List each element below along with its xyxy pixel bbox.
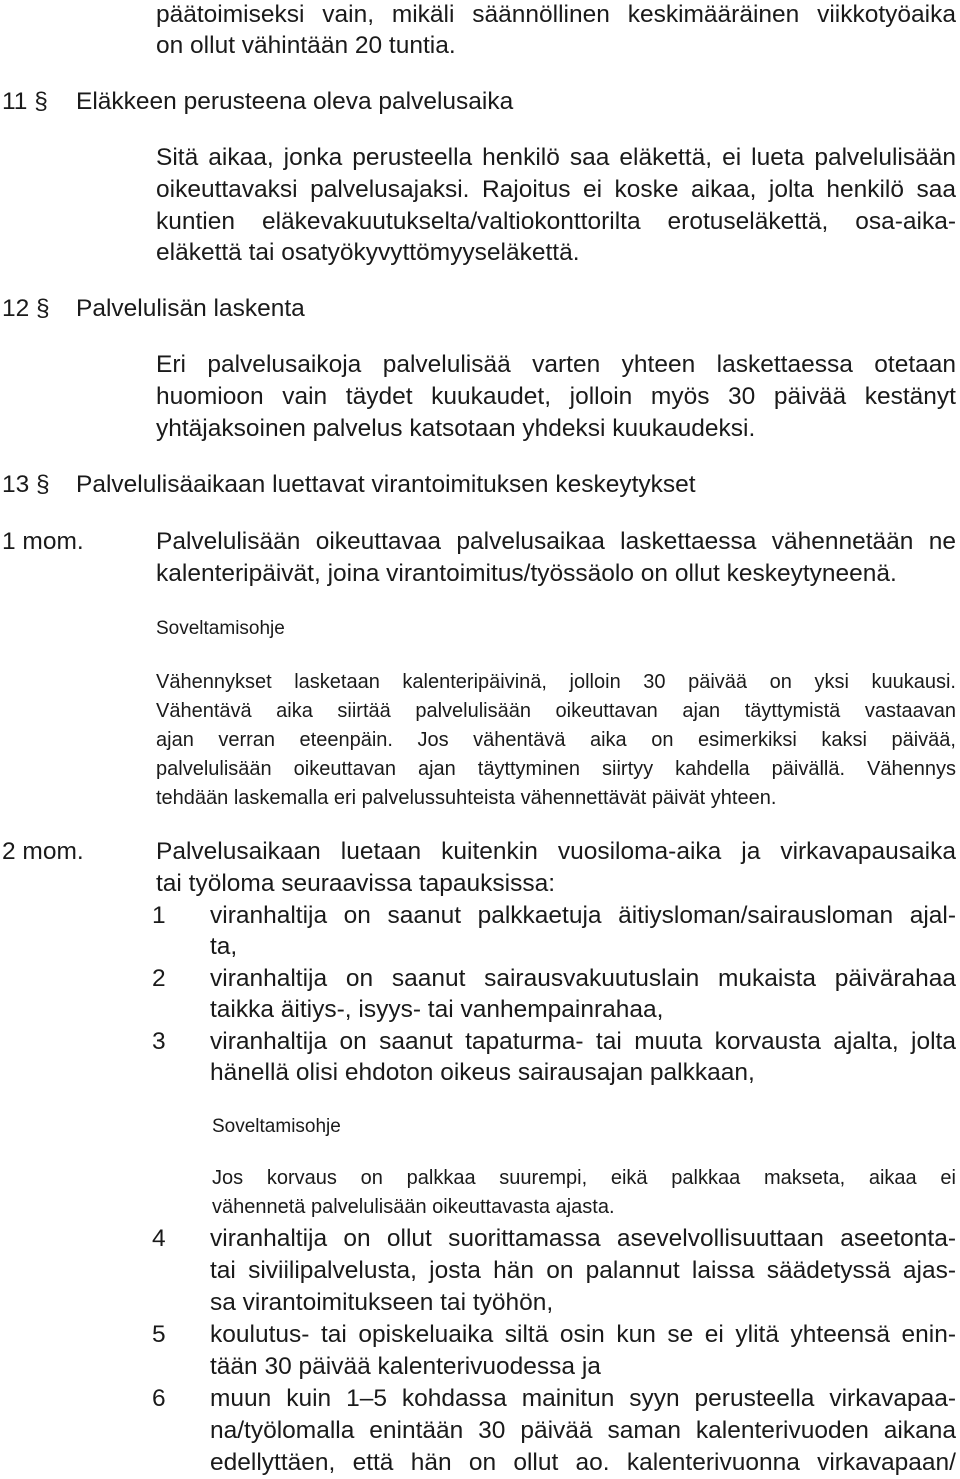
list-item-number: 1	[152, 902, 166, 929]
list-item-number: 5	[152, 1321, 166, 1348]
guide-line: Jos korvaus on palkkaa suurempi, eikä palkkaa makseta, aikaa ei	[212, 1167, 956, 1189]
list-item-line: na/työlomalla enintään 30 päivää saman kalenterivuoden aikana	[210, 1417, 956, 1444]
list-item-line: viranhaltija on saanut tapaturma- tai muuta korvausta ajalta, jolta	[210, 1028, 956, 1055]
list-item-line: viranhaltija on saanut sairausvakuutuslain mukaista päivärahaa	[210, 965, 956, 992]
body-line: oikeuttavaksi palvelusajaksi. Rajoitus ei koske aikaa, jolta henkilö saa	[156, 176, 956, 203]
intro-line: on ollut vähintään 20 tuntia.	[156, 32, 456, 59]
body-line: kuntien eläkevakuutukselta/valtiokonttorilta erotuseläkettä, osa-aika-	[156, 208, 956, 235]
list-item-line: muun kuin 1–5 kohdassa mainitun syyn perusteella virkavapaa-	[210, 1385, 956, 1412]
body-line: eläkettä tai osatyökyvyttömyyseläkettä.	[156, 239, 580, 266]
list-item-number: 3	[152, 1028, 166, 1055]
list-item-line: tään 30 päivää kalenterivuodessa ja	[210, 1353, 601, 1380]
moment-label: 1 mom.	[2, 528, 84, 555]
body-line: Sitä aikaa, jonka perusteella henkilö saa eläkettä, ei lueta palvelulisään	[156, 144, 956, 171]
section-number: 12 §	[2, 295, 50, 322]
guide-title: Soveltamisohje	[156, 618, 285, 639]
list-item-line: edellyttäen, että hän on ollut ao. kalenterivuonna virkavapaan/	[210, 1449, 956, 1476]
list-item-number: 6	[152, 1385, 166, 1412]
guide-line: Vähentävä aika siirtää palvelulisään oikeuttavan ajan täyttymistä vastaavan	[156, 700, 956, 722]
section-heading: Eläkkeen perusteena oleva palvelusaika	[76, 88, 514, 115]
body-line: Eri palvelusaikoja palvelulisää varten yhteen laskettaessa otetaan	[156, 351, 956, 378]
guide-line: vähennetä palvelulisään oikeuttavasta ajasta.	[212, 1196, 615, 1218]
list-item-line: sa virantoimitukseen tai työhön,	[210, 1289, 554, 1316]
body-line: tai työloma seuraavissa tapauksissa:	[156, 870, 555, 897]
list-item-line: koulutus- tai opiskeluaika siltä osin kun se ei ylitä yhteensä enin-	[210, 1321, 956, 1348]
guide-line: tehdään laskemalla eri palvelussuhteista vähennettävät päivät yhteen.	[156, 787, 777, 809]
list-item-line: hänellä olisi ehdoton oikeus sairausajan palkkaan,	[210, 1059, 755, 1086]
intro-line: päätoimiseksi vain, mikäli säännöllinen keskimääräinen viikkotyöaika	[156, 1, 956, 28]
body-line: Palvelulisään oikeuttavaa palvelusaikaa laskettaessa vähennetään ne	[156, 528, 956, 555]
list-item-line: viranhaltija on saanut palkkaetuja äitiysloman/sairausloman ajal-	[210, 902, 956, 929]
list-item-number: 4	[152, 1225, 166, 1252]
section-heading: Palvelulisän laskenta	[76, 295, 305, 322]
guide-line: ajan verran eteenpäin. Jos vähentävä aika on esimerkiksi kaksi päivää,	[156, 729, 956, 751]
body-line: yhtäjaksoinen palvelus katsotaan yhdeksi kuukaudeksi.	[156, 415, 756, 442]
guide-line: Vähennykset lasketaan kalenteripäivinä, jolloin 30 päivää on yksi kuukausi.	[156, 671, 956, 693]
body-line: Palvelusaikaan luetaan kuitenkin vuosiloma-aika ja virkavapausaika	[156, 838, 956, 865]
list-item-line: ta,	[210, 933, 238, 960]
list-item-line: taikka äitiys-, isyys- tai vanhempainrahaa,	[210, 996, 664, 1023]
guide-title: Soveltamisohje	[212, 1116, 341, 1137]
body-line: kalenteripäivät, joina virantoimitus/työssäolo on ollut keskeytyneenä.	[156, 560, 897, 587]
moment-label: 2 mom.	[2, 838, 84, 865]
list-item-number: 2	[152, 965, 166, 992]
section-heading: Palvelulisäaikaan luettavat virantoimituksen keskeytykset	[76, 471, 696, 498]
guide-line: palvelulisään oikeuttavan ajan täyttyminen siirtyy kahdella päivällä. Vähennys	[156, 758, 956, 780]
section-number: 13 §	[2, 471, 50, 498]
list-item-line: tai siviilipalvelusta, josta hän on palannut laissa säädetyssä ajas-	[210, 1257, 956, 1284]
body-line: huomioon vain täydet kuukaudet, jolloin myös 30 päivää kestänyt	[156, 383, 956, 410]
list-item-line: viranhaltija on ollut suorittamassa asevelvollisuuttaan aseetonta-	[210, 1225, 956, 1252]
section-number: 11 §	[2, 88, 48, 115]
